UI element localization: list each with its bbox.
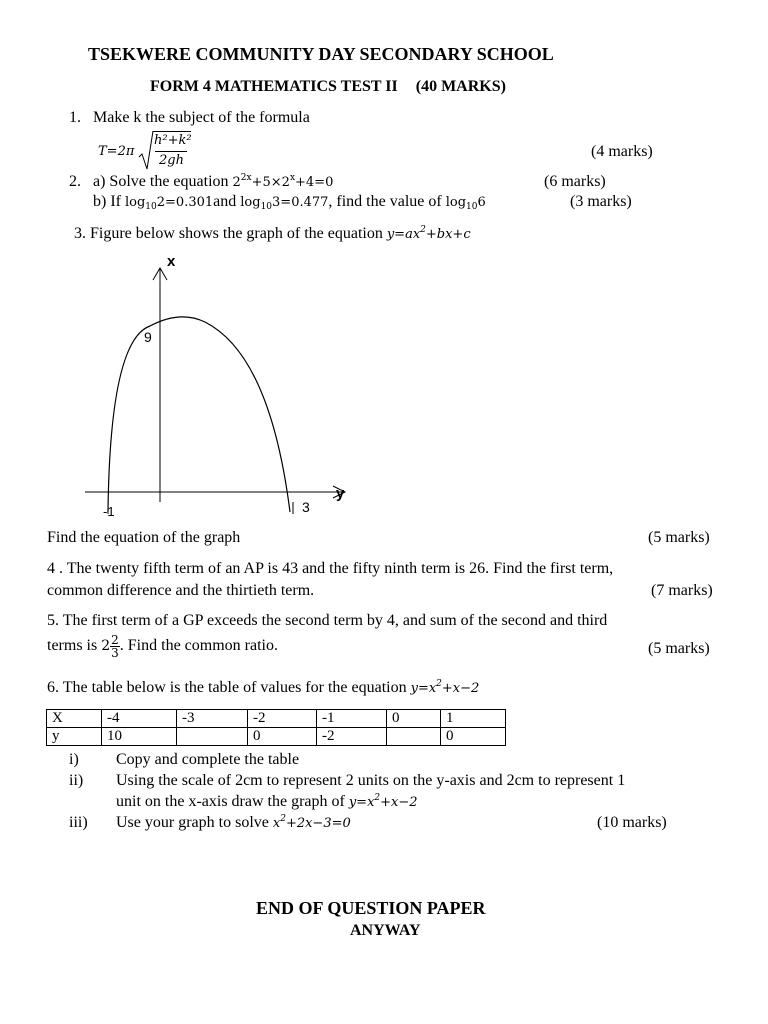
- q1-number: 1.: [69, 109, 81, 126]
- anyway-label: ANYWAY: [350, 922, 421, 939]
- horizontal-axis-label: y: [336, 485, 345, 502]
- q6-line: [47, 679, 479, 697]
- test-title-text: FORM 4 MATHEMATICS TEST II: [150, 78, 398, 95]
- q5-fraction-num: 2: [111, 633, 119, 647]
- table-cell: -3: [177, 710, 248, 728]
- q5-line2-prefix: terms is: [47, 637, 98, 655]
- table-cell: -2: [317, 728, 387, 746]
- table-cell: -2: [248, 710, 317, 728]
- q2-number: 2.: [69, 173, 81, 190]
- table-cell: 0: [441, 728, 506, 746]
- q3-marks: (5 marks): [648, 529, 710, 546]
- q2b-and: and: [213, 193, 237, 210]
- vertical-axis-label: x: [167, 253, 176, 270]
- q6-item-text: Copy and complete the table: [116, 751, 300, 768]
- test-total-marks: (40 MARKS): [415, 78, 506, 95]
- table-row: [47, 710, 506, 728]
- q1-fraction-bar: [155, 151, 187, 152]
- q6-item-text: Using the scale of 2cm to represent 2 units on the y-axis and 2cm to represent 1: [116, 772, 626, 789]
- table-row: [47, 728, 506, 746]
- table-cell: X: [47, 710, 102, 728]
- sqrt-bar: [153, 131, 191, 132]
- q2a-equation: $2^{2x}+5\times 2^x+4=0$: [232, 173, 334, 190]
- q6-item-number: i): [69, 751, 79, 768]
- q6-item-text-continued: [116, 793, 418, 811]
- table-cell: -4: [102, 710, 177, 728]
- y-intercept-label: 9: [144, 329, 152, 345]
- q6-equation: $y=x^2+x-2$: [410, 679, 480, 696]
- q4-line1: 4 . The twenty fifth term of an AP is 43 and the fifty ninth term is 26. Find the first term,: [47, 560, 614, 577]
- q3-equation: $y=ax^2+bx+c$: [386, 225, 471, 242]
- q5-line2-suffix: . Find the common ratio.: [119, 637, 278, 655]
- table-cell: 0: [248, 728, 317, 746]
- values-table: [46, 709, 506, 746]
- q1-marks: (4 marks): [591, 143, 653, 160]
- q2a-line: [93, 173, 333, 191]
- table-cell: 10: [102, 728, 177, 746]
- table-cell: [177, 728, 248, 746]
- end-of-paper: END OF QUESTION PAPER: [256, 898, 486, 918]
- q5-mixed-fraction: [110, 634, 120, 659]
- q6-item-equation: $x^2+2x-3=0$: [272, 814, 351, 831]
- q5-mixed-whole: 2: [101, 638, 111, 655]
- table-cell: y: [47, 728, 102, 746]
- q1-formula-numerator: h²+k²: [154, 133, 192, 148]
- q5-marks: (5 marks): [648, 640, 710, 657]
- q3-task: Find the equation of the graph: [47, 529, 241, 546]
- q1-formula-denominator: 2gh: [159, 153, 184, 168]
- q5-line2: [47, 634, 278, 659]
- q2b-val1: =0.301: [165, 195, 214, 210]
- table-cell: [387, 728, 441, 746]
- root-left-label: -1: [103, 504, 115, 519]
- parabola-curve: [108, 317, 290, 512]
- q1-text: Make k the subject of the formula: [93, 109, 310, 126]
- q3-text: 3. Figure below shows the graph of the equation: [74, 225, 383, 242]
- q6-item-line: [116, 814, 351, 832]
- q2b-text: , find the value of: [328, 193, 442, 210]
- q6-item-number: iii): [69, 814, 88, 831]
- q2a-marks: (6 marks): [544, 173, 606, 190]
- school-name: TSEKWERE COMMUNITY DAY SECONDARY SCHOOL: [88, 44, 554, 64]
- q2b-log2: $\log_{10}3$: [240, 195, 281, 212]
- q2a-text: a) Solve the equation: [93, 173, 229, 190]
- q6-text: 6. The table below is the table of values for the equation: [47, 679, 407, 696]
- test-title: [150, 78, 506, 96]
- q2b-log3: $\log_{10}6$: [445, 195, 486, 212]
- parabola-graph: [70, 250, 370, 520]
- q2b-marks: (3 marks): [570, 193, 632, 210]
- q2b-val2: =0.477: [280, 195, 329, 210]
- table-cell: -1: [317, 710, 387, 728]
- root-right-label: 3: [302, 499, 310, 515]
- q2b-line: [93, 193, 486, 211]
- q4-line2: common difference and the thirtieth term.: [47, 582, 315, 599]
- q5-line1: 5. The first term of a GP exceeds the second term by 4, and sum of the second and third: [47, 612, 608, 629]
- q5-fraction-den: 3: [111, 646, 119, 660]
- q3-line: [74, 225, 471, 243]
- q6-item-text: Use your graph to solve: [116, 814, 269, 831]
- q1-formula-lhs: T=2π: [98, 144, 135, 159]
- q2b-log1: $\log_{10}2$: [124, 195, 166, 212]
- q6-marks: (10 marks): [597, 814, 667, 831]
- sqrt-sign: [138, 130, 154, 172]
- q6-item-text: unit on the x-axis draw the graph of: [116, 793, 345, 810]
- q2b-prefix: b) If: [93, 193, 121, 210]
- q4-marks: (7 marks): [651, 582, 713, 599]
- q6-item-equation: $y=x^2+x-2$: [348, 793, 418, 810]
- table-cell: 0: [387, 710, 441, 728]
- table-cell: 1: [441, 710, 506, 728]
- q6-item-number: ii): [69, 772, 84, 789]
